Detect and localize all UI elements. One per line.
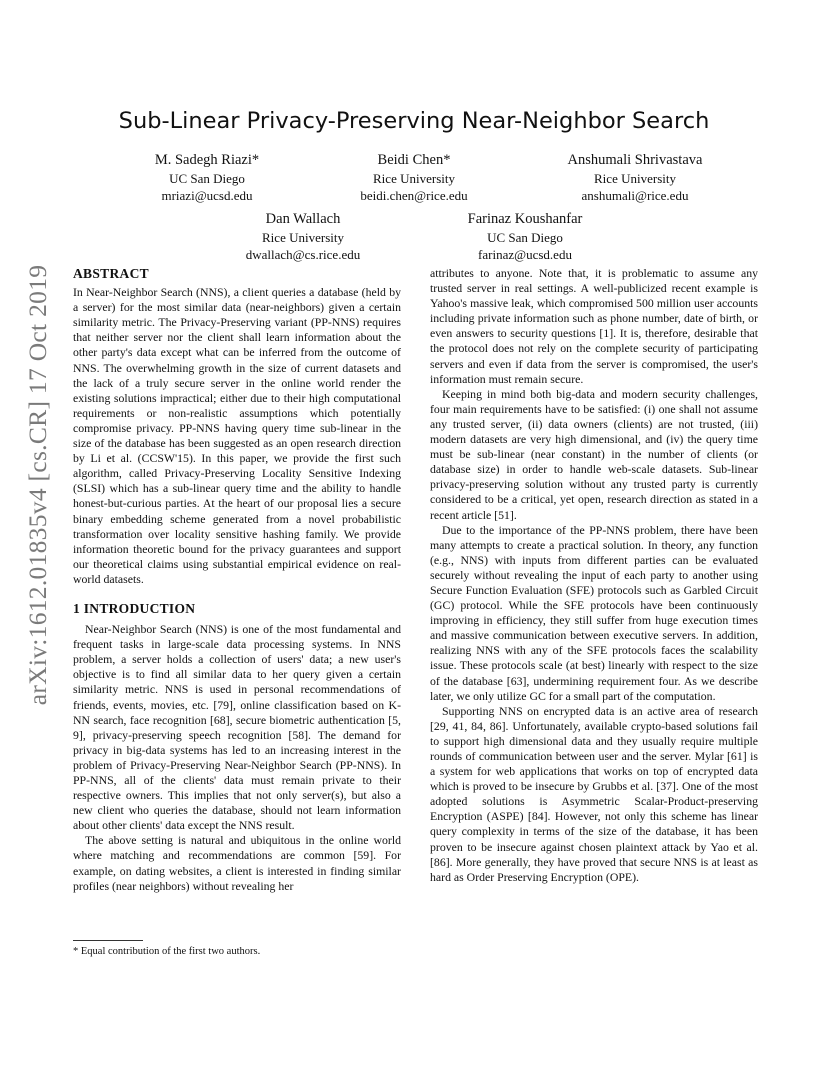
author-name: Anshumali Shrivastava bbox=[567, 152, 703, 168]
intro-paragraph: The above setting is natural and ubiquitous in the online world where matching and recommendations are common [59]. For example, on dating websites, a client is interested in finding similar profiles (near neighbors) without revealing her bbox=[73, 833, 401, 893]
author-affiliation: Rice University bbox=[373, 171, 455, 186]
paper-title: Sub-Linear Privacy-Preserving Near-Neighbor Search bbox=[118, 108, 710, 134]
author-affiliation: UC San Diego bbox=[487, 230, 563, 245]
author-email: mriazi@ucsd.edu bbox=[161, 188, 253, 203]
body-paragraph: attributes to anyone. Note that, it is problematic to assume any trusted server in real settings. A well-publicized recent example is Yahoo's massive leak, which compromised 500 million user accounts including private information such as phone number, date of birth, or even answers to security questions [1]. It is, therefore, desirable that the protocol does not rely on the complete security of participating servers and even if data from the server is compromised, the user's information must remain secure. bbox=[430, 266, 758, 386]
arxiv-id-text: arXiv:1612.01835v4 [cs.CR] 17 Oct 2019 bbox=[23, 264, 52, 706]
author-block bbox=[87, 150, 327, 204]
author-affiliation: UC San Diego bbox=[169, 171, 245, 186]
intro-paragraph: Near-Neighbor Search (NNS) is one of the most fundamental and frequent tasks in large-scale data processing systems. In NNS problem, a server holds a collection of users' data; a new user's objective is to find all similar data to her query given a certain similarity metric. NNS is used in personal recommendations of friends, events, movies, etc. [79], online classification based on K-NN search, face recognition [68], secure biometric authentication [5, 9], privacy-preserving speech recognition [58]. The demand for privacy in big-data systems has led to an increasing interest in the problem of Privacy-Preserving Near-Neighbor Search (PP-NNS). In PP-NNS, all of the clients' data must remain private to their respective owners. This implies that not only server(s), but also a new client who queries the database, should not learn information about other clients' data except the NNS result. bbox=[73, 622, 401, 833]
author-email: dwallach@cs.rice.edu bbox=[245, 247, 361, 262]
introduction-heading: 1 INTRODUCTION bbox=[73, 600, 196, 616]
body-paragraph: Due to the importance of the PP-NNS problem, there have been many attempts to create a practical solution. In theory, any function (e.g., NNS) with inputs from different parties can be evaluated securely without revealing the input of each party to another using Secure Function Evaluation (SFE) protocols such as Garbled Circuit (GC) protocol. While the SFE protocols have been continuously improving in efficiency, they still suffer from huge execution times and massive communication between executive servers. In addition, realizing NNS with any of the SFE protocols faces the scalability issue. These protocols scale (at best) linearly with respect to the size of the database [63], undermining requirement four. As we describe later, we only utilize GC for a small part of the computation. bbox=[430, 522, 758, 703]
author-block bbox=[515, 150, 755, 204]
left-column bbox=[73, 266, 401, 894]
author-name: Farinaz Koushanfar bbox=[467, 211, 583, 227]
right-column bbox=[430, 266, 758, 885]
abstract-heading: ABSTRACT bbox=[73, 266, 149, 281]
author-email: anshumali@rice.edu bbox=[581, 188, 689, 203]
arxiv-identifier bbox=[18, 264, 58, 706]
author-name: M. Sadegh Riazi* bbox=[154, 152, 260, 168]
body-paragraph: Supporting NNS on encrypted data is an active area of research [29, 41, 84, 86]. Unfortunately, available crypto-based solutions fail to support high dimensional data and they usually require multiple rounds of communication between user and the server. Mylar [61] is a system for web applications that works on top of encrypted data which is proved to be insecure by Grubbs et al. [37]. One of the most adopted solutions is Asymmetric Scalar-Product-preserving Encryption (ASPE) [84]. However, not only this scheme has linear query complexity in terms of the size of the database, it has been proven to be insecure against chosen plaintext attack by Yao et al. [86]. More generally, they have proved that secure NNS is at least as hard as Order Preserving Encryption (OPE). bbox=[430, 703, 758, 884]
abstract-text: In Near-Neighbor Search (NNS), a client queries a database (held by a server) for the most similar data (near-neighbors) given a certain similarity metric. The Privacy-Preserving variant (PP-NNS) requires that neither server nor the client shall learn information about the other party's data except what can be inferred from the outcome of NNS. The overwhelming growth in the size of current datasets and the lack of a truly secure server in the online world render the existing solutions impractical; either due to their high computational requirements or non-realistic assumptions which potentially compromise privacy. PP-NNS having query time sub-linear in the size of the database has been suggested as an open research direction by Li et al. (CCSW'15). In this paper, we provide the first such algorithm, called Privacy-Preserving Locality Sensitive Indexing (SLSI) which has a sub-linear query time and the ability to handle honest-but-curious parties. At the heart of our proposal lies a secure binary embedding scheme generated from a novel probabilistic transformation over locality sensitive hashing family. We provide information theoretic bound for the privacy guarantees and support our theoretical claims using substantial empirical evidence on real-world datasets. bbox=[73, 285, 401, 586]
author-block bbox=[405, 209, 645, 263]
footnote: * Equal contribution of the first two authors. bbox=[73, 946, 261, 957]
author-email: beidi.chen@rice.edu bbox=[360, 188, 468, 203]
author-email: farinaz@ucsd.edu bbox=[478, 247, 572, 262]
author-name: Beidi Chen* bbox=[377, 152, 451, 168]
author-block bbox=[294, 150, 534, 204]
author-affiliation: Rice University bbox=[594, 171, 676, 186]
footnote-rule bbox=[73, 940, 143, 941]
author-block bbox=[183, 209, 423, 263]
author-name: Dan Wallach bbox=[265, 211, 341, 227]
body-paragraph: Keeping in mind both big-data and modern security challenges, four main requirements have to be satisfied: (i) one shall not assume any trusted server, (ii) data owners (clients) are not trusted, (iii) modern datasets are very high dimensional, and (iv) the query time must be sub-linear (near constant) in the number of clients (or database size) in order to handle web-scale datasets. Sub-linear privacy-preserving solution without any trusted party is currently considered to be a critical, yet open, research direction as stated in a recent article [51]. bbox=[430, 386, 758, 522]
author-affiliation: Rice University bbox=[262, 230, 344, 245]
